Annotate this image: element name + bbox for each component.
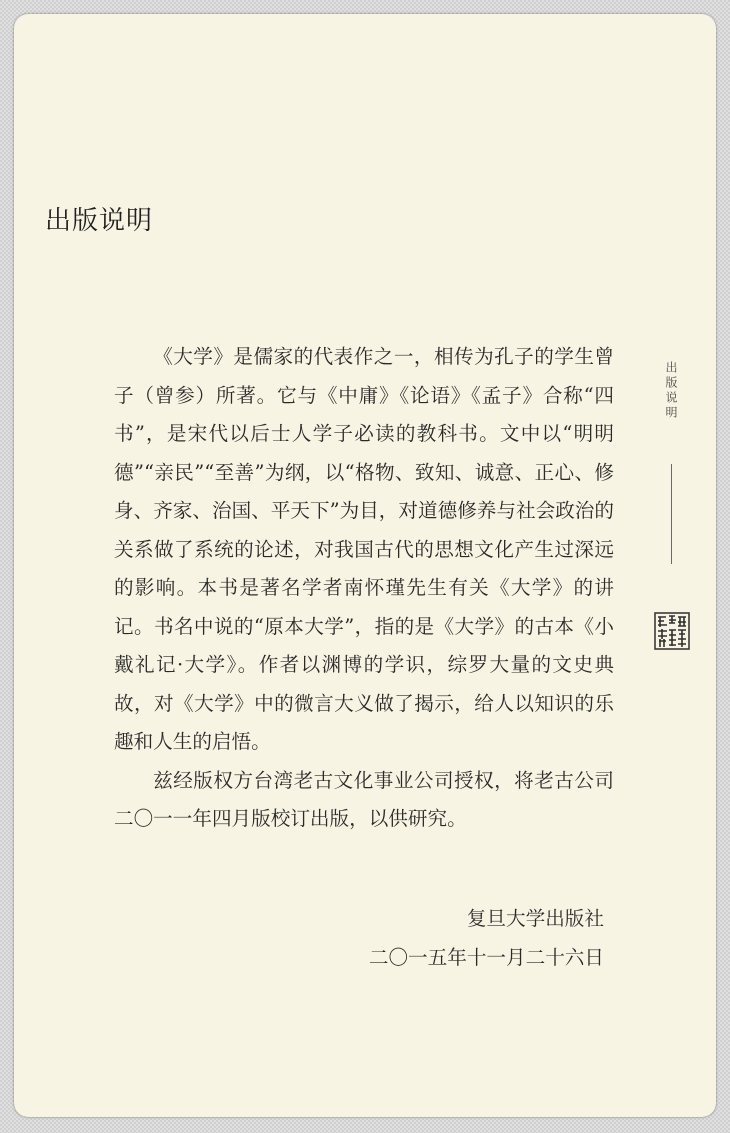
- publisher-name: 复旦大学出版社: [466, 907, 604, 930]
- body-text: [114, 338, 614, 839]
- paragraph-introduction: 《大学》是儒家的代表作之一，相传为孔子的学生曾子（曾参）所著。它与《中庸》《论语》《孟子》合称“四书”，是宋代以后士人学子必读的教科书。文中以“明明德”“亲民”“至善”为纲，以“格物、致知、诚意、正心、修身、齐家、治国、平天下”为目，对道德修养与社会政治的关系做了系统的论述，对我国古代的思想文化产生过深远的影响。本书是著名学者南怀瑾先生有关《大学》的讲记。书名中说的“原本大学”，指的是《大学》的古本《小戴礼记·大学》。作者以渊博的学识，综罗大量的文史典故，对《大学》中的微言大义做了揭示，给人以知识的乐趣和人生的启悟。: [114, 345, 614, 753]
- paragraph-copyright-note: 兹经版权方台湾老古文化事业公司授权，将老古公司二〇一一年四月版校订出版，以供研究。: [114, 768, 614, 830]
- running-head: 出版说明: [664, 361, 678, 421]
- book-page: [14, 14, 716, 1117]
- signature-block: [369, 900, 604, 977]
- side-divider-line: [671, 464, 672, 564]
- seal-stamp-icon: [654, 612, 690, 650]
- publication-date: 二〇一五年十一月二十六日: [368, 945, 604, 969]
- page-title: 出版说明: [45, 206, 154, 236]
